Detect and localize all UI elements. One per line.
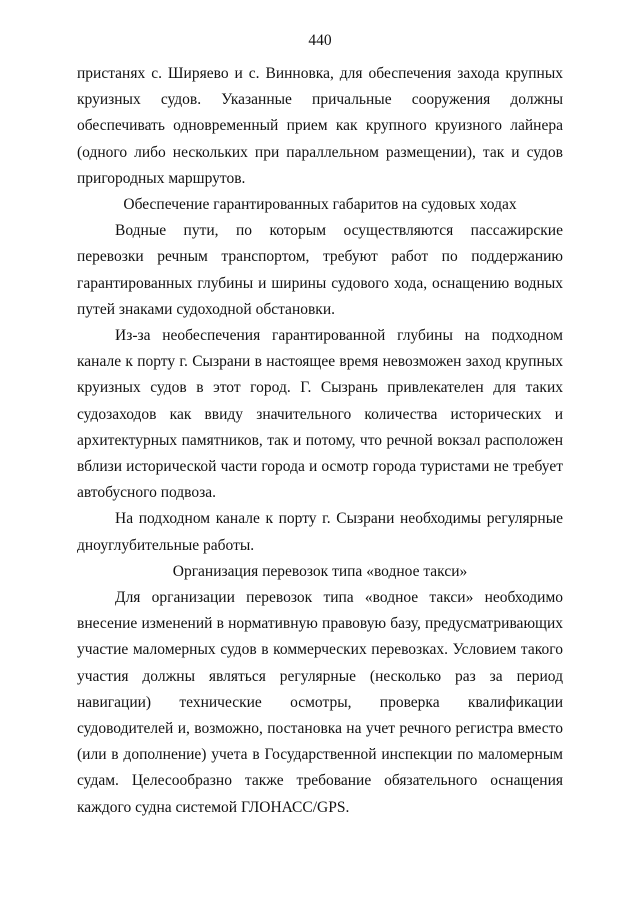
paragraph-dredging: На подходном канале к порту г. Сызрани необходимы регулярные дноуглубительные работы. [77, 510, 563, 554]
document-body [77, 61, 563, 821]
page-number: 440 [308, 32, 332, 49]
section-heading-water-taxi: Организация перевозок типа «водное такси» [172, 562, 468, 580]
paragraph-water-taxi: Для организации перевозок типа «водное такси» необходимо внесение изменений в нормативную правовую базу, предусматривающих участие маломерных судов в коммерческих перевозках. Условием такого участия должны являться регулярные (несколько раз за период навигации) технические осмотры, проверка квалификации судоводителей и, возможно, постановка на учет речного регистра вместо (или в дополнение) учета в Государственной инспекции по маломерным судам. Целесообразно также требование обязательного оснащения каждого судна системой ГЛОНАСС/GPS. [77, 589, 563, 816]
paragraph-waterways: Водные пути, по которым осуществляются пассажирские перевозки речным транспортом, требуют работ по поддержанию гарантированных глубины и ширины судового хода, оснащению водных путей знаками судоходной обстановки. [77, 222, 563, 318]
paragraph-syzran-port: Из-за необеспечения гарантированной глубины на подходном канале к порту г. Сызрани в настоящее время невозможен заход крупных круизных судов в этот город. Г. Сызрань привлекателен для таких судозаходов как ввиду значительного количества исторических и архитектурных памятников, так и потому, что речной вокзал расположен вблизи исторической части города и осмотр города туристами не требует автобусного подвоза. [77, 327, 563, 502]
section-heading-guaranteed-dimensions: Обеспечение гарантированных габаритов на судовых ходах [123, 196, 517, 214]
paragraph-intro-continuation: пристанях с. Ширяево и с. Винновка, для обеспечения захода крупных круизных судов. Указанные причальные сооружения должны обеспечивать одновременный прием как крупного круизного лайнера (одного либо нескольких при параллельном размещении), так и судов пригородных маршрутов. [77, 65, 563, 187]
